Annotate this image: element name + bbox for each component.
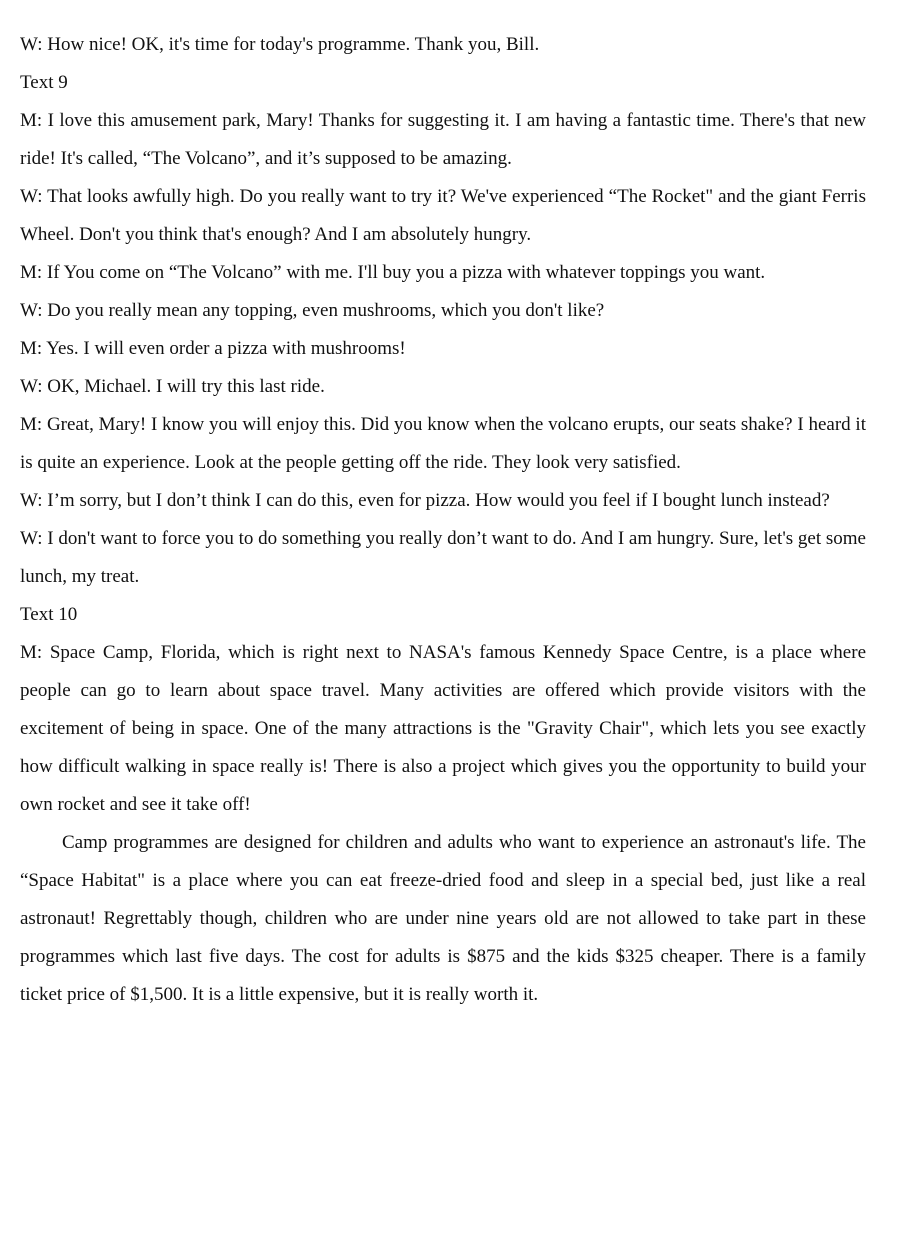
dialogue-line: M: Great, Mary! I know you will enjoy this. Did you know when the volcano erupts, our seats shake? I heard it is quite an experience. Look at the people getting off the ride. They look very satisfied. (20, 414, 866, 473)
monologue-paragraph: M: Space Camp, Florida, which is right next to NASA's famous Kennedy Space Centre, is a place where people can go to learn about space travel. Many activities are offered which provide visitors with the excitement of being in space. One of the many attractions is the "Gravity Chair", which lets you see exactly how difficult walking in space really is! There is also a project which gives you the opportunity to build your own rocket and see it take off! (20, 642, 866, 815)
dialogue-line: W: OK, Michael. I will try this last ride. (20, 376, 325, 397)
dialogue-line: M: Yes. I will even order a pizza with mushrooms! (20, 338, 406, 359)
section-label-text-10: Text 10 (20, 604, 78, 625)
dialogue-line: W: I’m sorry, but I don’t think I can do this, even for pizza. How would you feel if I bought lunch instead? (20, 490, 830, 511)
dialogue-line: W: How nice! OK, it's time for today's programme. Thank you, Bill. (20, 34, 540, 55)
dialogue-line: M: If You come on “The Volcano” with me. I'll buy you a pizza with whatever toppings you want. (20, 262, 766, 283)
section-label-text-9: Text 9 (20, 72, 68, 93)
dialogue-line: W: That looks awfully high. Do you really want to try it? We've experienced “The Rocket" and the giant Ferris Wheel. Don't you think that's enough? And I am absolutely hungry. (20, 186, 866, 245)
document-body (20, 26, 866, 1014)
dialogue-line: M: I love this amusement park, Mary! Thanks for suggesting it. I am having a fantastic time. There's that new ride! It's called, “The Volcano”, and it’s supposed to be amazing. (20, 110, 866, 169)
monologue-paragraph: Camp programmes are designed for children and adults who want to experience an astronaut's life. The “Space Habitat" is a place where you can eat freeze-dried food and sleep in a special bed, just like a real astronaut! Regrettably though, children who are under nine years old are not allowed to take part in these programmes which last five days. The cost for adults is $875 and the kids $325 cheaper. There is a family ticket price of $1,500. It is a little expensive, but it is really worth it. (20, 832, 866, 1005)
dialogue-line: W: Do you really mean any topping, even mushrooms, which you don't like? (20, 300, 605, 321)
dialogue-line: W: I don't want to force you to do something you really don’t want to do. And I am hungry. Sure, let's get some lunch, my treat. (20, 528, 866, 587)
